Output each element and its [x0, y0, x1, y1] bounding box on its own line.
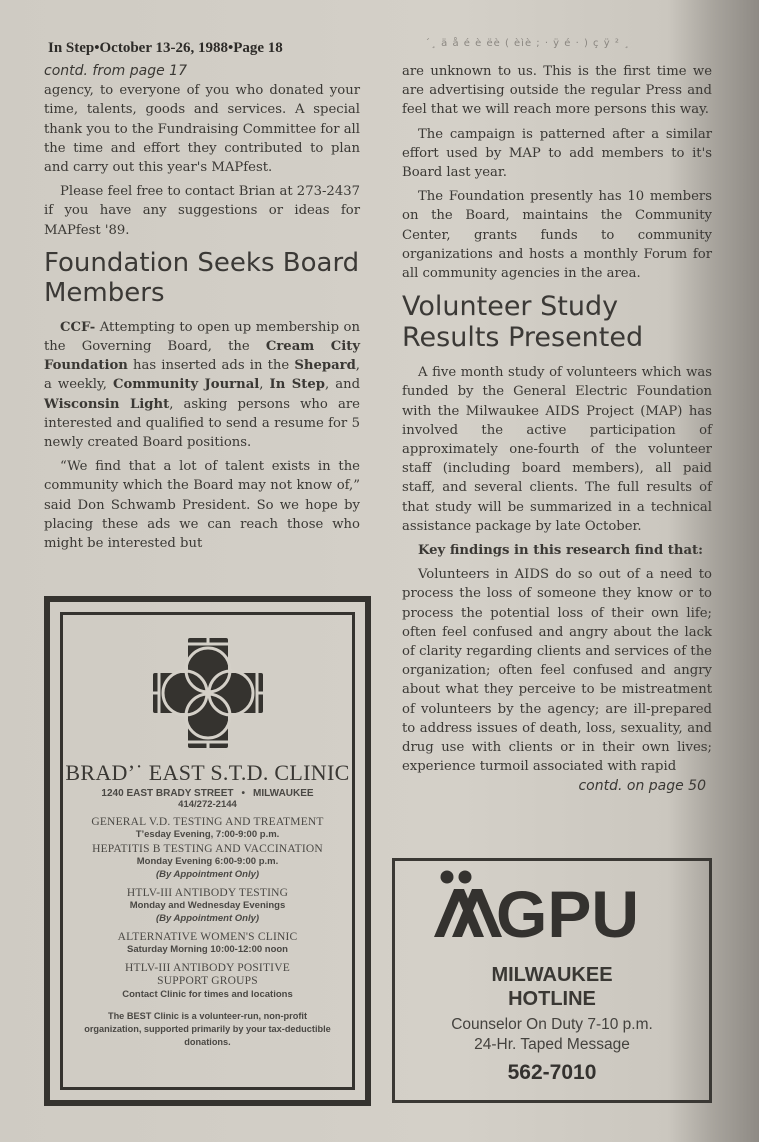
text-run: , a weekly, — [44, 358, 360, 393]
column-left — [44, 62, 360, 553]
service-schedule: Contact Clinic for times and locations — [122, 989, 293, 1000]
org-name: Cream City Foundation — [44, 339, 360, 374]
gpu-logo-text: GPU — [496, 877, 640, 941]
publication-name: Community Journal — [112, 377, 260, 393]
service-title: ALTERNATIVE WOMEN'S CLINIC — [117, 931, 298, 943]
clinic-nonprofit-note: The BEST Clinic is a volunteer-run, non-profit organization, supported primarily by your tax-deductible donations. — [84, 1011, 331, 1047]
publication-name: In Step — [269, 377, 325, 393]
hotline-phone-number: 562-7010 — [507, 1061, 597, 1084]
text-run: , asking persons who are interested and qualified to send a resume for 5 newly created Board positions. — [44, 396, 360, 451]
bullet-separator: • — [241, 788, 246, 799]
clinic-service — [63, 931, 352, 956]
clinic-advertisement — [44, 596, 371, 1106]
text-run: , and — [324, 377, 361, 393]
service-title: HEPATITIS B TESTING AND VACCINATION — [92, 843, 323, 855]
paragraph — [44, 318, 360, 452]
clinic-service — [63, 816, 352, 841]
article-headline: Volunteer Study Results Presented — [402, 291, 644, 354]
text-run: , — [259, 377, 270, 393]
hotline-hours: Counselor On Duty 7-10 p.m. — [451, 1016, 653, 1033]
subhead: Key findings in this research find that: — [418, 543, 703, 559]
paragraph: Please feel free to contact Brian at 273-2437 if you have any suggestions or ideas for MAPfest '89. — [44, 184, 360, 238]
clinic-ad-inner-frame — [60, 612, 355, 1090]
service-schedule: Saturday Morning 10:00-12:00 noon — [126, 944, 288, 955]
running-head: In Step•October 13-26, 1988•Page 18 — [48, 40, 283, 56]
service-schedule: T’esday Evening, 7:00-9:00 p.m. — [135, 829, 280, 840]
clinic-address — [63, 788, 352, 799]
text-run: Attempting to open up membership on the Governing Board, the — [44, 319, 360, 355]
clinic-service — [63, 962, 352, 1001]
service-title: HTLV-III ANTIBODY POSITIVE SUPPORT GROUPS — [125, 962, 290, 987]
paragraph: are unknown to us. This is the first time we are advertising outside the regular Press and feel that we will reach more persons this way. — [402, 64, 712, 118]
service-appointment-note: (By Appointment Only) — [155, 913, 260, 924]
gpu-logo-icon — [432, 869, 672, 941]
gpu-hotline-advertisement — [392, 858, 712, 1103]
paragraph: Volunteers in AIDS do so out of a need to process the loss of someone they know or to process the potential loss of their own life; often feel confused and angry about the lack of clarity regarding clients and services of the organization; often feel confused and angry about what they perceive to be mistreatment of volunteers by the agency; are ill-prepared to address issues of death, loss, sexuality, and drug use with clients or in their own lives; experience turmoil associated with rapid — [402, 567, 712, 775]
clinic-service — [63, 843, 352, 881]
paragraph: The campaign is patterned after a similar effort used by MAP to add members to it's Board last year. — [402, 126, 712, 181]
text-run: has inserted ads in the — [127, 358, 295, 374]
article-headline: Foundation Seeks Board Members — [44, 247, 360, 308]
service-schedule: Monday Evening 6:00-9:00 p.m. — [136, 856, 279, 867]
clinic-street: 1240 EAST BRADY STREET — [101, 788, 234, 799]
service-title: GENERAL V.D. TESTING AND TREATMENT — [91, 816, 324, 828]
service-title: HTLV-III ANTIBODY TESTING — [126, 887, 289, 899]
paragraph: agency, to everyone of you who donated your time, talents, goods and services. A special thank you to the Fundraising Committee for all the time and effort they contributed to plan and carry out this year's MAPfest. — [44, 83, 360, 176]
clinic-cross-logo-icon — [153, 638, 263, 748]
bleed-through-text: ´¸ ä å é è ëè ( èìè ; · ÿ é · ) ç ÿ ² ¸ — [425, 38, 631, 49]
paragraph: “We find that a lot of talent exists in the community which the Board may not know of,” said Don Schwamb President. So we hope by placing these ads we can reach those who might be interested but — [44, 459, 360, 552]
clinic-service — [63, 887, 352, 925]
service-appointment-note: (By Appointment Only) — [155, 869, 260, 880]
hotline-title: HOTLINE — [508, 988, 596, 1010]
hotline-city: MILWAUKEE — [491, 964, 613, 986]
clinic-city: MILWAUKEE — [253, 788, 314, 799]
clinic-name: BRAD’˙ EAST S.T.D. CLINIC — [65, 760, 350, 785]
column-right — [402, 62, 712, 796]
continued-from-label: contd. from page 17 — [44, 63, 187, 79]
paragraph: The Foundation presently has 10 members on the Board, maintains the Community Center, grants funds to community organizations and hosts a monthly Forum for all community agencies in the area. — [402, 189, 712, 282]
dateline: CCF- — [60, 319, 96, 335]
hotline-taped-message: 24-Hr. Taped Message — [474, 1036, 630, 1053]
service-schedule: Monday and Wednesday Evenings — [129, 900, 286, 911]
publication-name: Wisconsin Light — [44, 396, 170, 412]
continued-on-label: contd. on page 50 — [578, 777, 706, 794]
publication-name: Shepard — [294, 358, 356, 374]
clinic-phone: 414/272-2144 — [178, 799, 237, 810]
paragraph: A five month study of volunteers which was funded by the General Electric Foundation with the Milwaukee AIDS Project (MAP) has involved the active participation of approximately one-fourth of the volunteer staff (including board members), all paid staff, and several clients. The full results of that study will be summarized in a technical assistance package by late October. — [402, 365, 712, 534]
